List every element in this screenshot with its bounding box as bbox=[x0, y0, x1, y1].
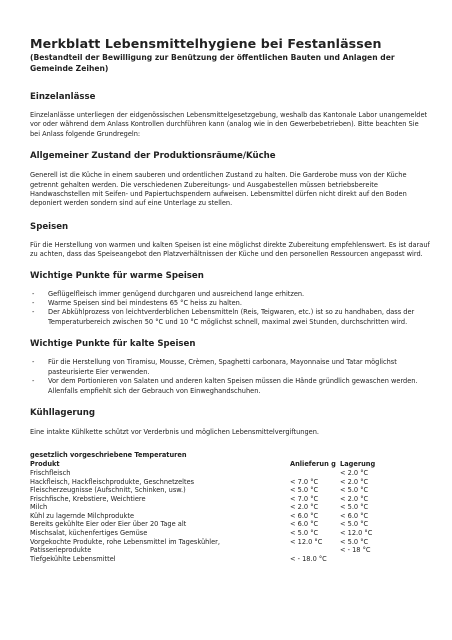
cell-lagerung: < 5.0 °C bbox=[340, 537, 369, 546]
list-item: - Für die Herstellung von Tiramisu, Mousse, Crèmen, Spaghetti carbonara, Mayonnaise und Tatar möglichst pasteurisierte Eier verwenden. bbox=[30, 358, 430, 377]
table-caption: gesetzlich vorgeschriebene Temperaturen bbox=[30, 451, 187, 460]
table-row bbox=[30, 555, 400, 564]
cell-lagerung: < 2.0 °C bbox=[340, 494, 369, 503]
list-item: - Geflügelfleisch immer genügend durchgaren und ausreichend lange erhitzen. bbox=[30, 290, 430, 299]
section-heading: Wichtige Punkte für warme Speisen bbox=[30, 270, 204, 281]
cell-lagerung: < 5.0 °C bbox=[340, 520, 369, 529]
cell-lagerung: < 2.0 °C bbox=[340, 468, 369, 477]
cell-produkt: Bereits gekühlte Eier oder Eier über 20 Tage alt bbox=[30, 520, 187, 529]
cell-produkt: Fleischerzeugnisse (Aufschnitt, Schinken, usw.) bbox=[30, 486, 186, 495]
table-row bbox=[30, 538, 400, 547]
table-row bbox=[30, 529, 400, 538]
column-header-produkt: Produkt bbox=[30, 460, 60, 469]
cell-produkt: Milch bbox=[30, 503, 48, 512]
section-text: Generell ist die Küche in einem sauberen und ordentlichen Zustand zu halten. Die Garderobe muss von der Küche getrennt gehalten werden. Die verschiedenen Zubereitungs- und Ausgabestellen müssen betriebsbereite Handwaschstellen mit Seifen- und Papiertuchspendern aufweisen. Lebensmittel dürfen nicht direkt auf den Boden deponiert werden sondern sind auf eine Unterlage zu stellen. bbox=[30, 171, 407, 208]
cell-produkt: Patisserieprodukte bbox=[30, 546, 92, 555]
cell-lagerung: < 12.0 °C bbox=[340, 529, 373, 538]
section-text: Für die Herstellung von warmen und kalten Speisen ist eine möglichst direkte Zubereitung empfehlenswert. Es ist darauf zu achten, dass das Speiseangebot den Platzverhältnissen der Küche und den personellen Ressourcen angepasst wird. bbox=[30, 240, 430, 259]
table-row bbox=[30, 512, 400, 521]
table-row bbox=[30, 469, 400, 478]
temperature-table bbox=[30, 460, 400, 563]
cell-anlieferung: < 7.0 °C bbox=[290, 477, 319, 486]
cell-produkt: Frischfleisch bbox=[30, 468, 71, 477]
section-warme-speisen bbox=[30, 271, 430, 328]
column-header-anlieferung: Anlieferun g bbox=[290, 460, 336, 469]
cell-lagerung: < 5.0 °C bbox=[340, 503, 369, 512]
table-row bbox=[30, 503, 400, 512]
cell-produkt: Kühl zu lagernde Milchprodukte bbox=[30, 511, 135, 520]
section-heading: Kühllagerung bbox=[30, 407, 96, 418]
section-produktionsraeume bbox=[30, 151, 430, 209]
cell-anlieferung: < - 18.0 °C bbox=[290, 554, 327, 563]
section-kuehllagerung bbox=[30, 408, 430, 437]
cell-lagerung: < 6.0 °C bbox=[340, 511, 369, 520]
section-text: Einzelanlässe unterliegen der eidgenössischen Lebensmittelgesetzgebung, weshalb das Kantonale Labor unangemeldet vor oder während dem Anlass Kontrollen durchführen kann (analog wie in den Gewerbebetrieben). Bitte beachten Sie bei Anlass folgende Grundregeln: bbox=[30, 111, 428, 138]
cell-produkt: Tiefgekühlte Lebensmittel bbox=[30, 554, 116, 563]
cell-anlieferung bbox=[290, 469, 340, 478]
column-header-lagerung: Lagerung bbox=[340, 460, 376, 469]
section-speisen bbox=[30, 222, 430, 260]
table-row bbox=[30, 546, 400, 555]
document-subtitle: (Bestandteil der Bewilligung zur Benützung der öffentlichen Bauten und Anlagen der Gemeinde Zeihen) bbox=[30, 53, 395, 73]
cell-produkt: Vorgekochte Produkte, rohe Lebensmittel im Tageskühler, bbox=[30, 537, 220, 546]
cell-lagerung: < - 18 °C bbox=[340, 546, 371, 555]
cell-produkt: Frischfische, Krebstiere, Weichtiere bbox=[30, 494, 146, 503]
cell-anlieferung: < 6.0 °C bbox=[290, 511, 319, 520]
section-heading: Speisen bbox=[30, 221, 69, 232]
table-header-row bbox=[30, 460, 400, 469]
table-row bbox=[30, 486, 400, 495]
section-kalte-speisen bbox=[30, 339, 430, 396]
cell-anlieferung: < 7.0 °C bbox=[290, 494, 319, 503]
document-page bbox=[30, 36, 430, 563]
table-body bbox=[30, 469, 400, 564]
list-item: - Warme Speisen sind bei mindestens 65 °C heiss zu halten. bbox=[30, 299, 430, 308]
section-text: Eine intakte Kühlkette schützt vor Verderbnis und möglichen Lebensmittelvergiftungen. bbox=[30, 427, 319, 436]
cell-produkt: Mischsalat, küchenfertiges Gemüse bbox=[30, 529, 148, 538]
table-row bbox=[30, 520, 400, 529]
cell-anlieferung: < 2.0 °C bbox=[290, 503, 319, 512]
cell-lagerung: < 5.0 °C bbox=[340, 486, 369, 495]
table-row bbox=[30, 478, 400, 487]
cell-anlieferung: < 5.0 °C bbox=[290, 529, 319, 538]
document-title: Merkblatt Lebensmittelhygiene bei Festanlässen bbox=[30, 36, 382, 51]
bullet-list bbox=[30, 358, 430, 396]
section-einzelanlaesse bbox=[30, 92, 430, 139]
section-heading: Wichtige Punkte für kalte Speisen bbox=[30, 339, 196, 350]
cell-produkt: Hackfleisch, Hackfleischprodukte, Geschnetzeltes bbox=[30, 477, 195, 486]
cell-anlieferung bbox=[290, 546, 340, 555]
cell-anlieferung: < 5.0 °C bbox=[290, 486, 319, 495]
bullet-list bbox=[30, 290, 430, 328]
cell-lagerung: < 2.0 °C bbox=[340, 477, 369, 486]
list-item: - Der Abkühlprozess von leichtverderblichen Lebensmitteln (Reis, Teigwaren, etc.) ist so zu handhaben, dass der Temperaturbereich zwischen 50 °C und 10 °C möglichst schnell, maximal zwei Stunden, durchschritten wird. bbox=[30, 308, 430, 327]
cell-lagerung bbox=[340, 555, 400, 564]
section-heading: Einzelanlässe bbox=[30, 92, 96, 102]
list-item: - Vor dem Portionieren von Salaten und anderen kalten Speisen müssen die Hände gründlich gewaschen werden. Allenfalls empfiehlt sich der Gebrauch von Einweghandschuhen. bbox=[30, 377, 430, 396]
cell-anlieferung: < 6.0 °C bbox=[290, 520, 319, 529]
table-row bbox=[30, 495, 400, 504]
section-heading: Allgemeiner Zustand der Produktionsräume/Küche bbox=[30, 151, 276, 162]
cell-anlieferung: < 12.0 °C bbox=[290, 537, 323, 546]
